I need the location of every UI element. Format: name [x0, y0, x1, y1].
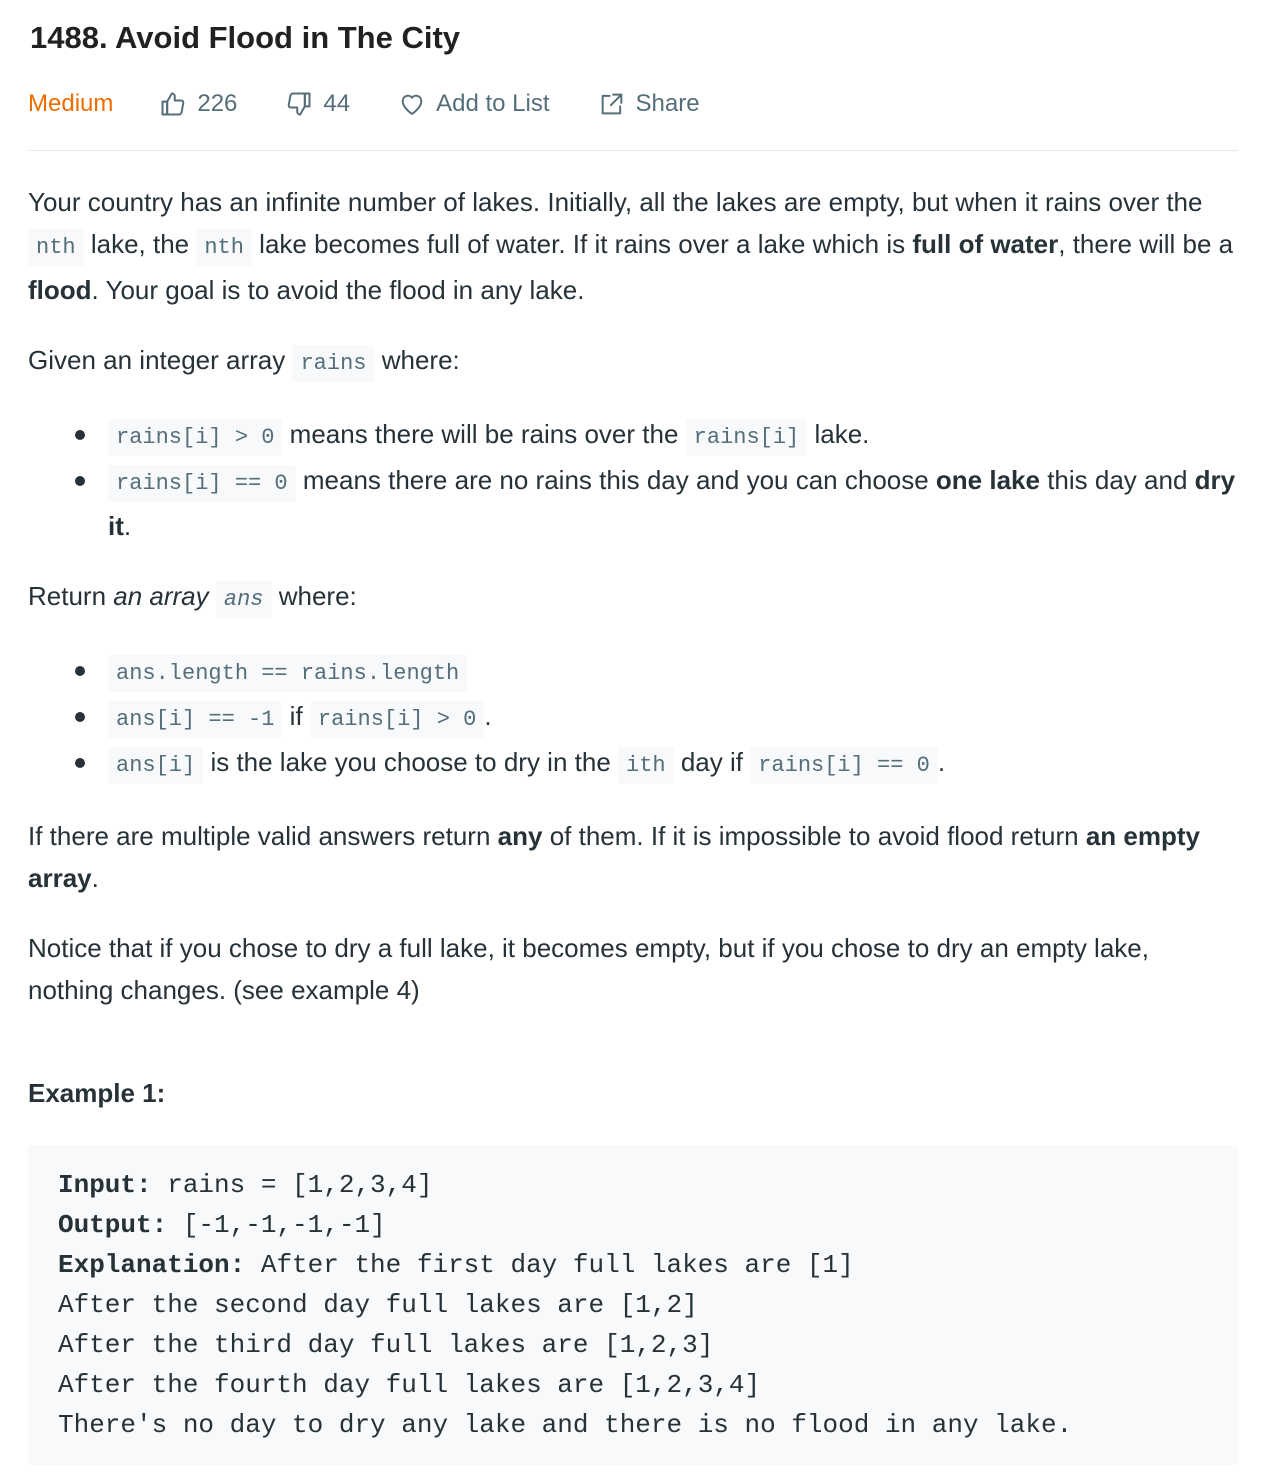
text: Return	[28, 581, 114, 611]
list-item	[108, 413, 1238, 459]
text: lake.	[807, 419, 870, 449]
bold-text: dry it	[108, 465, 1236, 541]
explanation-line: After the first day full lakes are [1]	[245, 1250, 854, 1280]
header-divider	[28, 150, 1238, 151]
text: .	[484, 701, 492, 731]
list-item	[108, 695, 1238, 741]
italic-text: an array	[113, 581, 209, 611]
text: if	[282, 701, 310, 731]
thumbs-down-icon	[285, 90, 313, 118]
inline-code: ans[i] == -1	[108, 701, 282, 738]
rains-conditions-list	[28, 413, 1238, 547]
description-paragraph	[28, 815, 1238, 899]
explanation-line: After the third day full lakes are [1,2,3]	[58, 1330, 714, 1360]
text: is the lake you choose to dry in the	[203, 747, 619, 777]
thumbs-up-icon	[159, 90, 187, 118]
like-count: 226	[197, 90, 238, 117]
input-value: rains = [1,2,3,4]	[151, 1170, 433, 1200]
bold-text: flood	[28, 275, 92, 305]
ans-conditions-list	[28, 649, 1238, 787]
explanation-line: After the second day full lakes are [1,2]	[58, 1290, 698, 1320]
text: , there will be a	[1058, 229, 1234, 259]
inline-code: ans.length == rains.length	[108, 655, 467, 692]
bold-text: any	[497, 821, 543, 851]
description-paragraph	[28, 181, 1238, 311]
example-title: Example 1:	[28, 1078, 166, 1108]
output-value: [-1,-1,-1,-1]	[167, 1210, 386, 1240]
output-label: Output:	[58, 1210, 168, 1240]
text: .	[91, 863, 99, 893]
inline-code: nth	[28, 229, 84, 266]
difficulty-label: Medium	[28, 90, 114, 117]
text: lake becomes full of water. If it rains over a lake which is	[251, 229, 913, 259]
dislike-count: 44	[323, 90, 351, 117]
text: where:	[374, 345, 460, 375]
text: day if	[673, 747, 751, 777]
input-label: Input:	[58, 1170, 152, 1200]
heart-icon	[398, 90, 426, 118]
bold-text: full of water	[912, 229, 1059, 259]
explanation-line: After the fourth day full lakes are [1,2,3,4]	[58, 1370, 761, 1400]
bold-text: an empty array	[28, 821, 1200, 893]
list-item	[108, 459, 1238, 547]
inline-code: nth	[196, 229, 252, 266]
dislike-button[interactable]	[285, 90, 350, 118]
add-to-list-button[interactable]	[398, 90, 549, 118]
inline-code: rains[i] > 0	[310, 701, 484, 738]
text: .	[123, 511, 132, 541]
share-button[interactable]	[598, 90, 700, 118]
inline-code: rains[i]	[686, 419, 808, 456]
text: means there will be rains over the	[282, 419, 686, 449]
problem-title: 1488. Avoid Flood in The City	[30, 20, 461, 55]
problem-description	[28, 181, 1238, 1039]
text: where:	[271, 581, 357, 611]
text: of them. If it is impossible to avoid flood return	[542, 821, 1086, 851]
text: lake, the	[83, 229, 197, 259]
like-button[interactable]	[159, 90, 237, 118]
list-item	[108, 741, 1238, 787]
list-item	[108, 649, 1238, 695]
inline-code: rains[i] == 0	[750, 747, 938, 784]
explanation-label: Explanation:	[58, 1250, 246, 1280]
explanation-line: There's no day to dry any lake and there is no flood in any lake.	[58, 1410, 1073, 1440]
description-paragraph	[28, 575, 1238, 621]
text: Given an integer array	[28, 345, 293, 375]
description-paragraph: Notice that if you chose to dry a full lake, it becomes empty, but if you chose to dry an empty lake, nothing changes. (see example 4)	[28, 933, 1149, 1005]
text: If there are multiple valid answers return	[28, 821, 498, 851]
add-to-list-label: Add to List	[436, 90, 550, 117]
inline-code: ans[i]	[108, 747, 203, 784]
text: . Your goal is to avoid the flood in any lake.	[91, 275, 585, 305]
bold-text: one lake	[935, 465, 1040, 495]
text: Your country has an infinite number of lakes. Initially, all the lakes are empty, but when it rains over the	[28, 187, 1203, 217]
inline-code: ith	[618, 747, 674, 784]
problem-meta-bar	[28, 86, 748, 122]
text: means there are no rains this day and you can choose	[295, 465, 936, 495]
description-paragraph	[28, 339, 1238, 385]
inline-code: rains[i] == 0	[108, 465, 296, 502]
inline-code: rains[i] > 0	[108, 419, 282, 456]
share-icon	[598, 90, 626, 118]
example-code-block	[28, 1145, 1238, 1465]
inline-code: ans	[216, 581, 272, 618]
text: .	[937, 747, 946, 777]
share-label: Share	[635, 90, 700, 117]
text: this day and	[1039, 465, 1195, 495]
inline-code: rains	[292, 345, 374, 382]
